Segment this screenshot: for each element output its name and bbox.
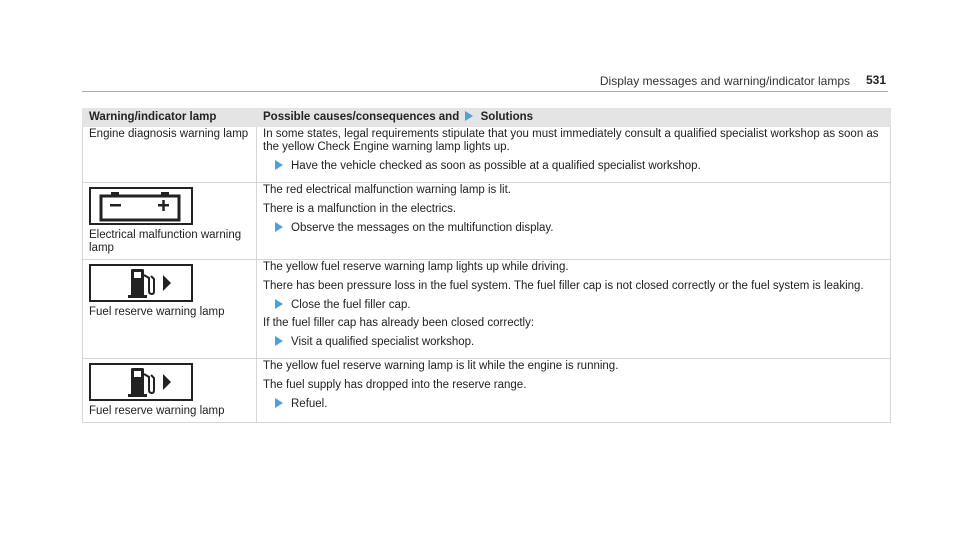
solution-cell (257, 260, 891, 359)
table-row (83, 260, 891, 359)
cause-text: There has been pressure loss in the fuel system. The fuel filler cap is not closed correctly or the fuel system is leaking. (263, 280, 864, 292)
column-header-causes-label: Possible causes/consequences and (263, 111, 460, 123)
action-step (263, 160, 884, 173)
fuel-pump-icon (91, 365, 191, 399)
fuel-lamp-symbol (89, 264, 193, 302)
action-step (263, 336, 884, 349)
fuel-pump-icon (91, 266, 191, 300)
lamp-name: Engine diagnosis warning lamp (89, 128, 249, 140)
header-divider (82, 91, 888, 92)
page-number: 531 (865, 73, 886, 87)
lamp-name: Fuel reserve warning lamp (89, 306, 225, 318)
header-title: Display messages and warning/indicator lamps (599, 74, 850, 88)
column-header-lamp: Warning/indicator lamp (83, 109, 257, 127)
lamp-cell (83, 359, 257, 423)
column-header-causes (257, 109, 891, 127)
action-text: Have the vehicle checked as soon as possible at a qualified specialist workshop. (291, 160, 701, 172)
action-step (263, 299, 884, 312)
action-text: Refuel. (291, 398, 328, 410)
action-step (263, 222, 884, 235)
solution-cell (257, 359, 891, 423)
column-header-solutions-label: Solutions (480, 111, 534, 123)
action-text: Observe the messages on the multifunction display. (291, 222, 554, 234)
cause-text: If the fuel filler cap has already been closed correctly: (263, 317, 535, 329)
battery-icon (91, 189, 191, 223)
lamp-cell (83, 183, 257, 260)
lamp-name: Electrical malfunction warning lamp (89, 229, 242, 254)
solution-cell (257, 127, 891, 183)
arrow-right-icon (275, 299, 283, 309)
action-text: Close the fuel filler cap. (291, 299, 411, 311)
fuel-lamp-symbol (89, 363, 193, 401)
warning-lamp-table (82, 108, 891, 423)
cause-text: The yellow fuel reserve warning lamp lights up while driving. (263, 261, 569, 273)
lamp-cell (83, 260, 257, 359)
arrow-right-icon (275, 222, 283, 232)
cause-text: The fuel supply has dropped into the reserve range. (263, 379, 527, 391)
arrow-right-icon (275, 160, 283, 170)
table-header-row (83, 109, 891, 127)
table-row (83, 359, 891, 423)
arrow-right-icon (275, 398, 283, 408)
lamp-name: Fuel reserve warning lamp (89, 405, 225, 417)
table-row (83, 183, 891, 260)
cause-text: There is a malfunction in the electrics. (263, 203, 457, 215)
action-text: Visit a qualified specialist workshop. (291, 336, 475, 348)
table-row (83, 127, 891, 183)
arrow-right-icon (465, 111, 473, 121)
cause-text: The yellow fuel reserve warning lamp is lit while the engine is running. (263, 360, 619, 372)
action-step (263, 398, 884, 411)
solution-cell (257, 183, 891, 260)
battery-lamp-symbol (89, 187, 193, 225)
cause-text: In some states, legal requirements stipulate that you must immediately consult a qualified specialist workshop as soon as the yellow Check Engine warning lamp lights up. (263, 128, 879, 153)
arrow-right-icon (275, 336, 283, 346)
cause-text: The red electrical malfunction warning lamp is lit. (263, 184, 511, 196)
lamp-cell (83, 127, 257, 183)
